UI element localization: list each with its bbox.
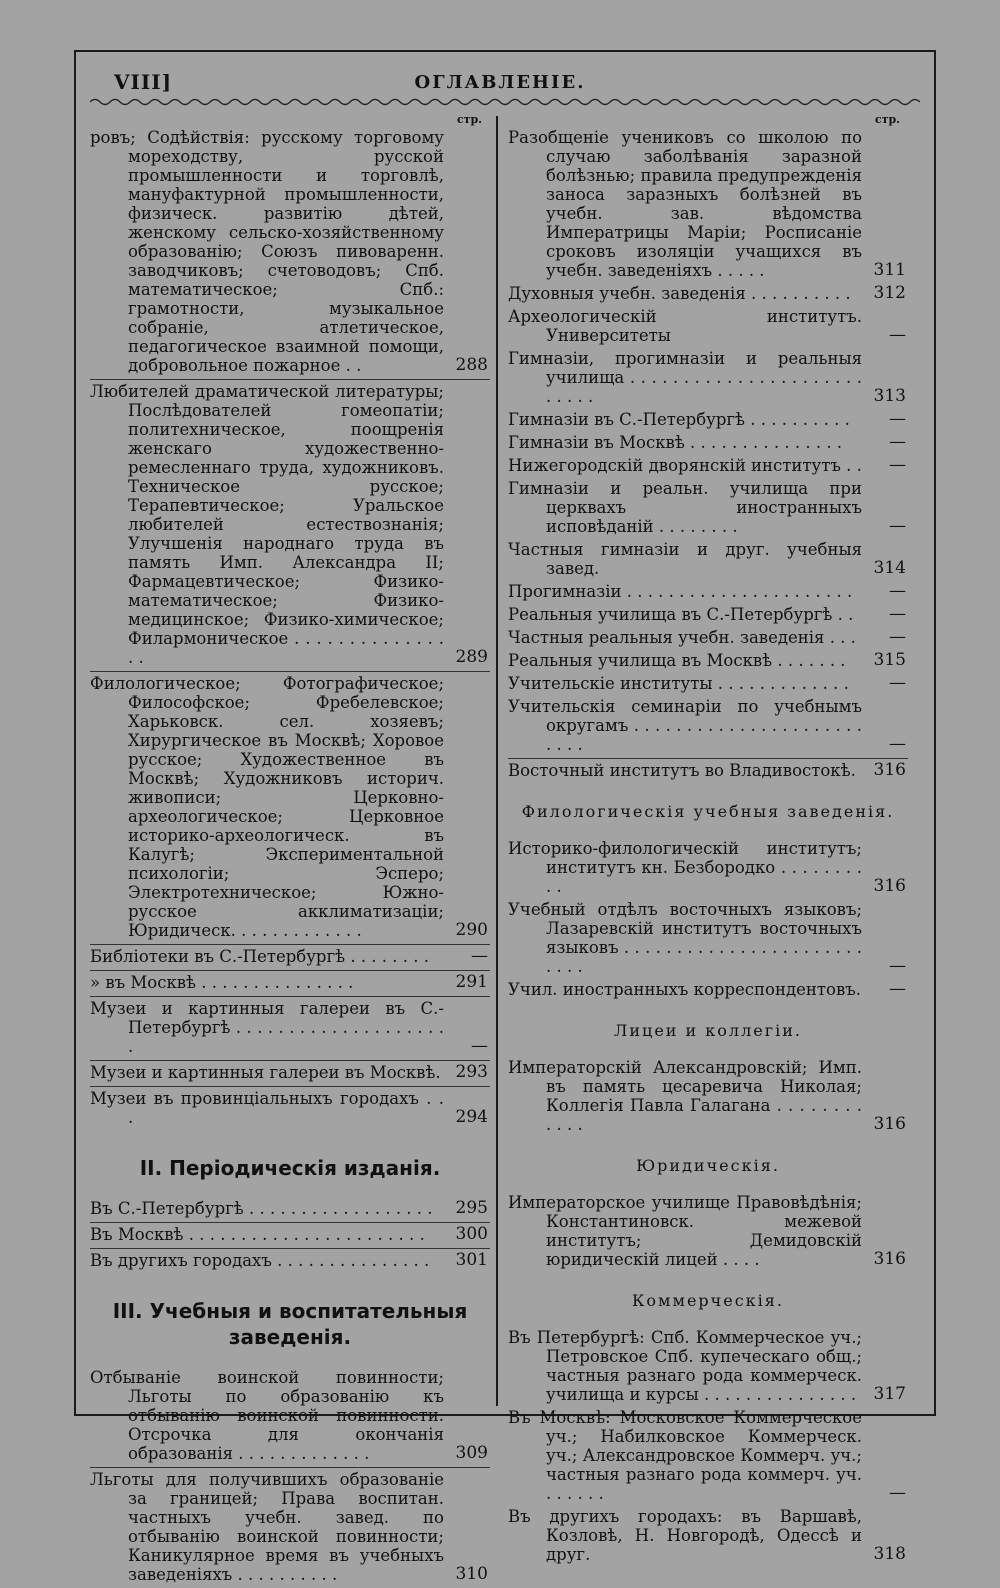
toc-entry [508, 456, 908, 475]
toc-entry [90, 1222, 490, 1244]
entry-text: Духовныя учебн. заведенія . . . . . . . . . . [508, 284, 851, 303]
entry-page: — [889, 581, 906, 601]
toc-entry [508, 349, 908, 406]
toc-entry [90, 1368, 490, 1463]
entry-page: 318 [873, 1544, 906, 1564]
toc-entry [508, 674, 908, 693]
toc-entry [508, 479, 908, 536]
entry-text: Въ другихъ городахъ . . . . . . . . . . . . . . . [90, 1251, 430, 1270]
entry-text: Отбываніе воинской повинности; Льготы по образованію къ отбыванію воинской повинности. Отсрочка для окончанія образованія . . . . . . . . . . . . . [90, 1368, 444, 1463]
entry-text: Филологическое; Фотографическое; Философское; Фребелевское; Харьковск. сел. хозяевъ; Хирургическое въ Москвѣ; Хоровое русское; Художественное въ Москвѣ; Художниковъ историч. живописи; Церковно-археологическое; Церковное историко-археологическ. въ Калугѣ; Экспериментальной психологіи; Эсперо; Электротехническое; Южно-русское акклиматизаціи; Юридическ. . . . . . . . . . . . . [90, 674, 444, 940]
entry-page: 291 [455, 972, 488, 992]
toc-entry [508, 1408, 908, 1503]
toc-entry [90, 944, 490, 966]
entry-page: 294 [455, 1107, 488, 1127]
entry-page: — [889, 979, 906, 999]
entry-page: — [889, 325, 906, 345]
entry-text: Учил. иностранныхъ корреспондентовъ. [508, 980, 861, 999]
subheading-commercial: Коммерческія. [632, 1291, 784, 1310]
toc-group-societies [90, 128, 490, 1127]
entry-page: 288 [455, 355, 488, 375]
toc-entry [508, 410, 908, 429]
entry-text: Гимназіи и реальн. училища при церквахъ иностранныхъ исповѣданій . . . . . . . . [508, 479, 862, 536]
entry-text: Гимназіи въ С.-Петербургѣ . . . . . . . . . . [508, 410, 850, 429]
toc-entry [508, 433, 908, 452]
entry-page: 290 [455, 920, 488, 940]
entry-text: Императорское училище Правовѣдѣнія; Константиновск. межевой институтъ; Демидовскій юридическій лицей . . . . [508, 1193, 862, 1269]
entry-page: — [889, 1483, 906, 1503]
entry-page: 313 [873, 386, 906, 406]
subheading-legal: Юридическія. [636, 1156, 780, 1175]
entry-text: Реальныя училища въ С.-Петербургѣ . . [508, 605, 854, 624]
entry-page: 316 [873, 876, 906, 896]
entry-page: 315 [873, 650, 906, 670]
toc-entry [508, 839, 908, 896]
entry-text: Льготы для получившихъ образованіе за границей; Права воспитан. частныхъ учебн. завед. по отбыванію воинской повинности; Каникулярное время въ учебныхъ заведеніяхъ . . . . . . . . . . [90, 1470, 444, 1584]
entry-page: 311 [873, 260, 906, 280]
entry-text: Прогимназіи . . . . . . . . . . . . . . . . . . . . . . [508, 582, 853, 601]
entry-page: 309 [455, 1443, 488, 1463]
subheading-philological: Филологическія учебныя заведенія. [521, 802, 895, 821]
toc-entry [508, 582, 908, 601]
entry-text: Въ другихъ городахъ: въ Варшавѣ, Козловѣ, Н. Новгородѣ, Одессѣ и друг. [508, 1507, 862, 1564]
entry-page: — [889, 432, 906, 452]
wavy-rule [90, 96, 920, 108]
toc-entry [508, 1328, 908, 1404]
entry-text: Учительскіе институты . . . . . . . . . . . . . [508, 674, 849, 693]
right-column [508, 112, 908, 1568]
section-heading-periodicals: II. Періодическія изданія. [139, 1156, 441, 1180]
entry-page: — [889, 956, 906, 976]
entry-text: Музеи въ провинціальныхъ городахъ . . . [90, 1089, 444, 1127]
toc-entry [508, 1507, 908, 1564]
toc-entry [508, 307, 908, 345]
entry-page: 316 [873, 1114, 906, 1134]
entry-text: Любителей драматической литературы; Послѣдователей гомеопатіи; политехническое, поощренія женскаго художественно-ремесленнаго труда, художниковъ. Техническое русское; Терапевтическое; Уральское любителей естествознанія; Улучшенія народнаго труда въ память Имп. Александра II; Фармацевтическое; Физико-математическое; Физико-медицинское; Физико-химическое; Филармоническое . . . . . . . . . . . . . . . . [90, 382, 444, 667]
toc-entry [90, 996, 490, 1056]
toc-entry [508, 605, 908, 624]
entry-text: Въ Москвѣ: Московское Коммерческое уч.; Набилковское Коммерческ. уч.; Александровское Коммерч. уч.; частныя разнаго рода коммерч. уч. . . . . . . [508, 1408, 862, 1503]
entry-page: 317 [873, 1384, 906, 1404]
entry-text: Историко-филологическій институтъ; институтъ кн. Безбородко . . . . . . . . . . [508, 839, 862, 896]
toc-entry [508, 697, 908, 754]
entry-text: Учебный отдѣлъ восточныхъ языковъ; Лазаревскій институтъ восточныхъ языковъ . . . . . . . . . . . . . . . . . . . . . . . . . . . [508, 900, 862, 976]
entry-page: 301 [455, 1250, 488, 1270]
toc-entry [508, 1193, 908, 1269]
entry-page: 289 [455, 647, 488, 667]
toc-entry [90, 379, 490, 667]
entry-page: — [889, 734, 906, 754]
toc-entry [90, 1199, 490, 1218]
page-title: ОГЛАВЛЕНІЕ. [414, 72, 586, 93]
entry-page: — [471, 946, 488, 966]
column-divider [496, 116, 498, 1406]
toc-entry [508, 1058, 908, 1134]
toc-entry [90, 671, 490, 940]
entry-text: Библіотеки въ С.-Петербургѣ . . . . . . . . [90, 947, 429, 966]
page-col-label: стр. [874, 113, 900, 126]
entry-page: — [889, 604, 906, 624]
entry-text: Частныя гимназіи и друг. учебныя завед. [508, 540, 862, 578]
entry-text: Музеи и картинныя галереи въ Москвѣ. [90, 1063, 441, 1082]
entry-text: Въ Петербургѣ: Спб. Коммерческое уч.; Петровское Спб. купеческаго общ.; частныя разнаго рода коммерческ. училища и курсы . . . . . . . . . . . . . . . [508, 1328, 862, 1404]
entry-text: Учительскія семинаріи по учебнымъ округамъ . . . . . . . . . . . . . . . . . . . . . . . . . . [508, 697, 862, 754]
entry-text: Частныя реальныя учебн. заведенія . . . [508, 628, 856, 647]
entry-page: 310 [455, 1564, 488, 1584]
entry-text: Музеи и картинныя галереи въ С.-Петербургѣ . . . . . . . . . . . . . . . . . . . . . [90, 999, 444, 1056]
entry-text: Археологическій институтъ. Университеты [508, 307, 862, 345]
entry-text: ровъ; Содѣйствія: русскому торговому мореходству, русской промышленности и торговлѣ, мануфактурной промышленности, физическ. развитію дѣтей, женскому сельско-хозяйственному образованію; Союзъ пивоваренн. заводчиковъ; счетоводовъ; Спб. математическое; Спб.: грамотности, музыкальное собраніе, атлетическое, педагогическое взаимной помощи, добровольное пожарное . . [90, 128, 444, 375]
entry-page: — [889, 673, 906, 693]
entry-page: 295 [455, 1198, 488, 1218]
toc-entry [90, 128, 490, 375]
entry-text: Императорскій Александровскій; Имп. въ память цесаревича Николая; Коллегія Павла Галагана . . . . . . . . . . . . [508, 1058, 862, 1134]
toc-entry [508, 758, 908, 780]
entry-page: 316 [873, 1249, 906, 1269]
entry-page: 316 [873, 760, 906, 780]
toc-entry [508, 540, 908, 578]
entry-page: — [889, 455, 906, 475]
entry-page: — [471, 1036, 488, 1056]
toc-entry [508, 628, 908, 647]
toc-entry [508, 128, 908, 280]
page-col-label: стр. [456, 113, 482, 126]
entry-text: Разобщеніе учениковъ со школою по случаю заболѣванія заразной болѣзнью; правила предупрежденія заноса заразныхъ болѣзней въ учебн. зав. вѣдомства Императрицы Маріи; Росписаніе сроковъ изоляціи учащихся въ учебн. заведеніяхъ . . . . . [508, 128, 862, 280]
entry-page: 312 [873, 283, 906, 303]
toc-entry [508, 980, 908, 999]
subheading-lyceums: Лицеи и коллегіи. [614, 1021, 802, 1040]
entry-text: Восточный институтъ во Владивостокѣ. [508, 761, 856, 780]
entry-page: — [889, 409, 906, 429]
entry-text: Въ Москвѣ . . . . . . . . . . . . . . . . . . . . . . . [90, 1225, 425, 1244]
toc-entry [90, 970, 490, 992]
entry-page: 293 [455, 1062, 488, 1082]
entry-text: Реальныя училища въ Москвѣ . . . . . . . [508, 651, 846, 670]
toc-entry [508, 651, 908, 670]
toc-entry [90, 1248, 490, 1270]
toc-entry [508, 900, 908, 976]
entry-text: Въ С.-Петербургѣ . . . . . . . . . . . . . . . . . . [90, 1199, 433, 1218]
entry-text: Нижегородскій дворянскій институтъ . . [508, 456, 862, 475]
entry-text: Гимназіи въ Москвѣ . . . . . . . . . . . . . . . [508, 433, 843, 452]
entry-page: 300 [455, 1224, 488, 1244]
section-heading-schools: III. Учебныя и воспитательныя заведенія. [112, 1299, 468, 1349]
left-column [90, 112, 490, 1588]
page-number: VIII] [114, 70, 173, 94]
toc-entry [90, 1060, 490, 1082]
toc-entry [508, 284, 908, 303]
entry-text: Гимназіи, прогимназіи и реальныя училища . . . . . . . . . . . . . . . . . . . . . . . . . . . [508, 349, 862, 406]
entry-page: — [889, 627, 906, 647]
entry-page: — [889, 516, 906, 536]
toc-entry [90, 1467, 490, 1584]
entry-page: 314 [873, 558, 906, 578]
entry-text: » въ Москвѣ . . . . . . . . . . . . . . . [90, 973, 354, 992]
toc-entry [90, 1086, 490, 1127]
